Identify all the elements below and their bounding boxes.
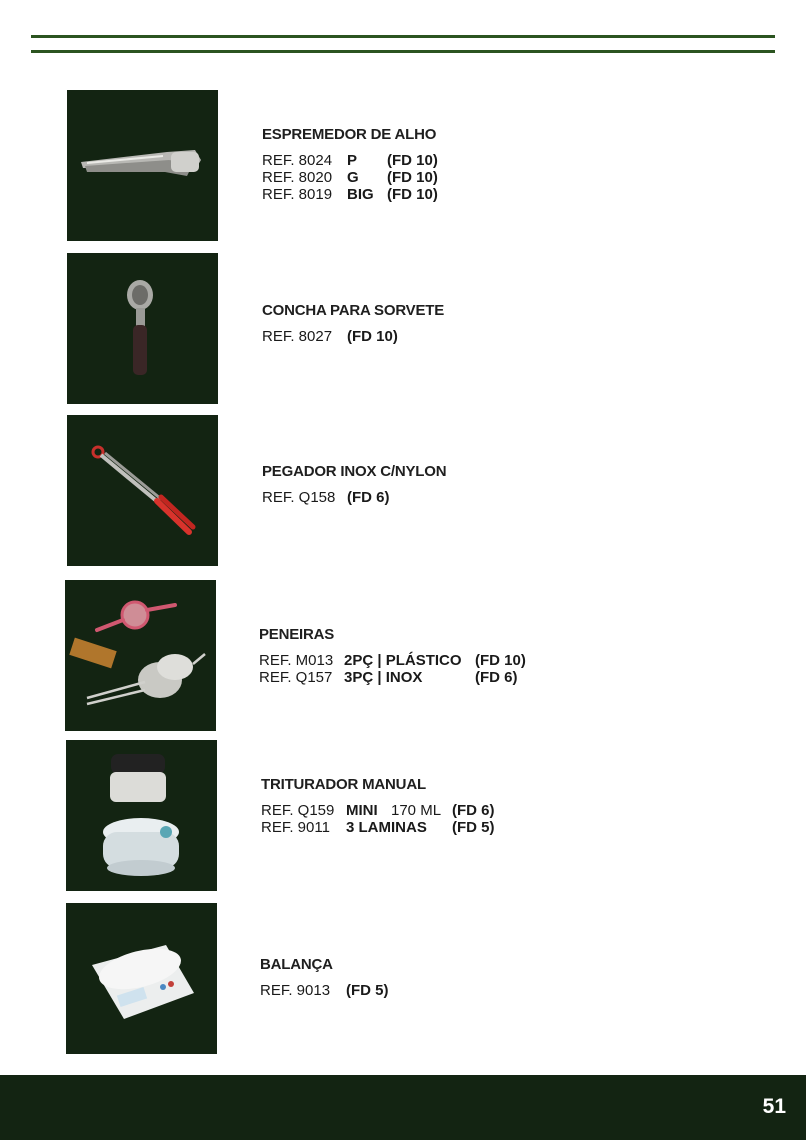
ref-line — [261, 802, 495, 819]
page-footer — [0, 1075, 806, 1140]
variant-label: P — [347, 152, 358, 169]
strainer-icon — [65, 580, 216, 731]
ref-code: REF. M013 — [259, 652, 334, 669]
variant-label: BIG — [347, 186, 374, 203]
ref-line — [259, 652, 526, 669]
product-name: PEGADOR INOX C/NYLON — [262, 463, 447, 480]
tongs-image — [67, 415, 218, 566]
pack-label: (FD 5) — [346, 982, 389, 999]
pack-label: (FD 10) — [347, 328, 398, 345]
kitchen-scale-image — [66, 903, 217, 1054]
ref-line — [259, 669, 518, 686]
capacity-label: 170 ML — [391, 802, 442, 819]
ref-line — [261, 819, 495, 836]
variant-label: 2PÇ | PLÁSTICO — [344, 652, 462, 669]
ref-code: REF. 9013 — [260, 982, 331, 999]
variant-label: 3 LAMINAS — [346, 819, 427, 836]
ref-code: REF. 9011 — [261, 819, 330, 836]
pack-label: (FD 10) — [387, 169, 438, 186]
garlic-press-icon — [67, 90, 218, 241]
product-name: CONCHA PARA SORVETE — [262, 302, 445, 319]
pack-label: (FD 10) — [475, 652, 526, 669]
manual-chopper-image — [66, 740, 217, 891]
ice-cream-scoop-image — [67, 253, 218, 404]
ref-line — [262, 186, 436, 203]
pack-label: (FD 10) — [387, 152, 438, 169]
pack-label: (FD 10) — [387, 186, 438, 203]
page-number: 51 — [762, 1095, 786, 1118]
ref-line — [262, 152, 436, 169]
ref-line — [262, 169, 436, 186]
strainer-image — [65, 580, 216, 731]
ref-code: REF. 8020 — [262, 169, 333, 186]
variant-label: G — [347, 169, 359, 186]
header-rule-bottom — [31, 50, 775, 53]
ref-code: REF. 8027 — [262, 328, 333, 345]
product-name: TRITURADOR MANUAL — [261, 776, 426, 793]
product-name: BALANÇA — [260, 956, 333, 973]
header-rule-top — [31, 35, 775, 38]
ref-code: REF. Q159 — [261, 802, 335, 819]
kitchen-scale-icon — [66, 903, 217, 1054]
product-name: PENEIRAS — [259, 626, 335, 643]
ref-code: REF. Q157 — [259, 669, 333, 686]
ref-code: REF. 8019 — [262, 186, 333, 203]
ref-code: REF. 8024 — [262, 152, 333, 169]
ref-line — [262, 328, 444, 345]
garlic-press-image — [67, 90, 218, 241]
tongs-icon — [67, 415, 218, 566]
variant-label: MINI — [346, 802, 378, 819]
ref-line — [262, 489, 446, 506]
pack-label: (FD 6) — [452, 802, 495, 819]
pack-label: (FD 6) — [347, 489, 390, 506]
ref-line — [260, 982, 389, 999]
pack-label: (FD 5) — [452, 819, 495, 836]
ref-code: REF. Q158 — [262, 489, 336, 506]
pack-label: (FD 6) — [475, 669, 518, 686]
product-name: ESPREMEDOR DE ALHO — [262, 126, 437, 143]
manual-chopper-icon — [66, 740, 217, 891]
ice-cream-scoop-icon — [67, 253, 218, 404]
variant-label: 3PÇ | INOX — [344, 669, 423, 686]
